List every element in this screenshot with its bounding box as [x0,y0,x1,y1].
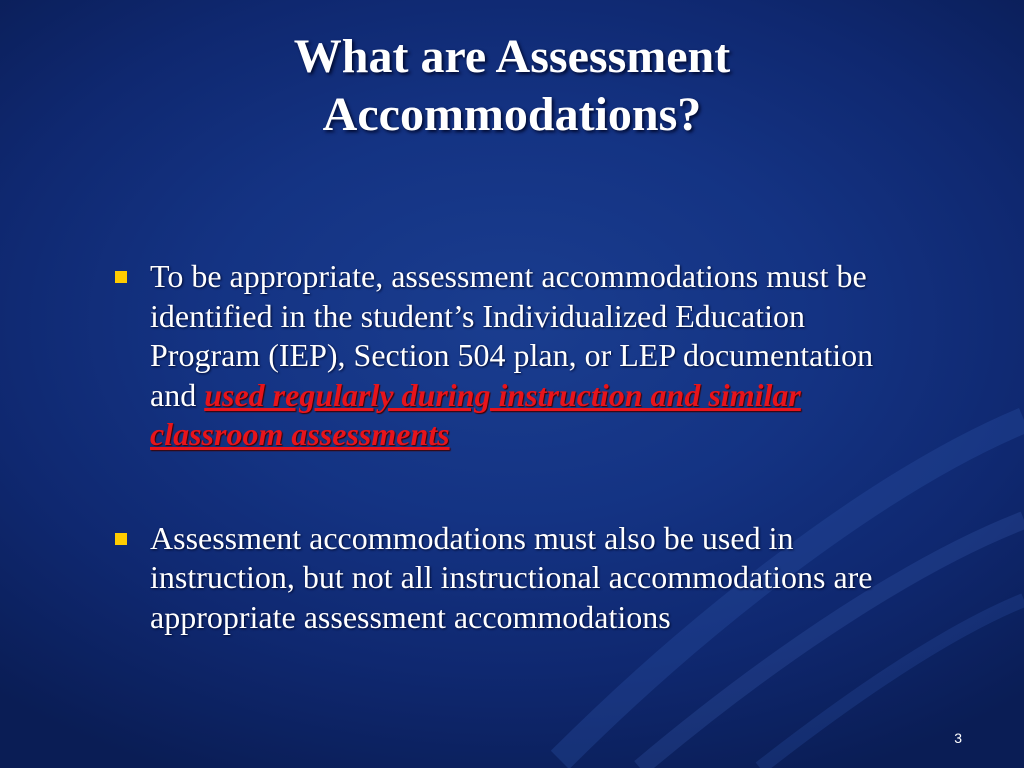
bullet-list [112,257,912,637]
slide-title: What are Assessment Accommodations? [293,30,731,141]
bullet-item [112,257,912,455]
page-number: 3 [954,730,962,746]
bullet-text: Assessment accommodations must also be used in instruction, but not all instructional accommodations are appropriate assessment accommodations [150,519,873,635]
emphasized-text: used regularly during instruction and similar classroom assessments [150,376,801,452]
square-bullet-icon [115,533,127,545]
bullet-text: To be appropriate, assessment accommodations must be identified in the student’s Individualized Education Program (IEP), Section 504 plan, or LEP documentation and [150,258,874,413]
square-bullet-icon [115,271,127,283]
bullet-item [112,519,912,638]
